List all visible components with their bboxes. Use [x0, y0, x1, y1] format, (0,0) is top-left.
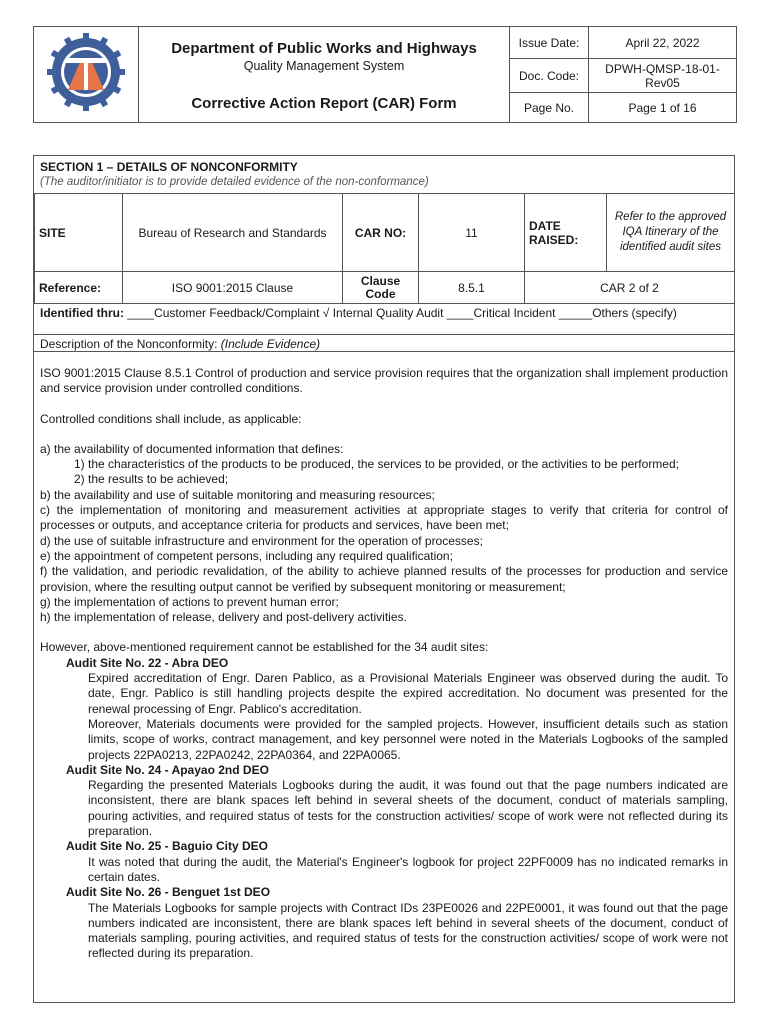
car-no-label: CAR NO:: [343, 194, 419, 272]
site-value: Bureau of Research and Standards: [123, 194, 343, 272]
nonconformity-info-table: [34, 193, 735, 304]
condition-e: e) the appointment of competent persons, including any required qualification;: [40, 548, 453, 563]
car-no-value: 11: [419, 194, 525, 272]
page-no-value: Page 1 of 16: [589, 93, 737, 123]
condition-c: c) the implementation of monitoring and measurement activities at appropriate stages to verify that criteria for control of processes or outputs, and acceptance criteria for products and services, have been met;: [40, 503, 728, 533]
description-hint: (Include Evidence): [220, 337, 321, 351]
dpwh-logo-icon: [46, 32, 126, 112]
clause-code-value: 8.5.1: [419, 272, 525, 304]
condition-d: d) the use of suitable infrastructure and environment for the operation of processes;: [40, 533, 483, 548]
condition-a2: 2) the results to be achieved;: [74, 472, 229, 487]
audit-site-22-finding-2: Moreover, Materials documents were provided for the sampled projects. However, insufficient details such as station limits, scope of works, contract management, and key personnel were noted in the Materials Logbooks of the sampled projects 22PA0213, 22PA0242, 22PA0364, and 22PA0065.: [88, 716, 728, 762]
issue-date-label: Issue Date:: [510, 27, 589, 59]
audit-site-24-finding: Regarding the presented Materials Logbooks during the audit, it was found out that the page numbers indicated are inconsistent, there are blank spaces left behind in several sheets of the document, conduct of materials sampling, pouring activities, and required status of tests for the construction activities/ scope of work were not reflected during its preparation.: [88, 778, 728, 839]
audit-site-22-title: Audit Site No. 22 - Abra DEO: [66, 655, 229, 670]
audit-site-22-finding-1: Expired accreditation of Engr. Daren Pablico, as a Provisional Materials Engineer was observed during the audit. To date, Engr. Pablico is still handling projects despite the expired accreditation. No document was presented for the renewal processing of Engr. Pablico's accreditation.: [88, 671, 728, 716]
department-name: Department of Public Works and Highways: [171, 39, 477, 57]
description-label: Description of the Nonconformity:: [40, 337, 218, 351]
condition-b: b) the availability and use of suitable monitoring and measuring resources;: [40, 487, 435, 502]
audit-site-26-finding: The Materials Logbooks for sample projects with Contract IDs 23PE0026 and 22PE0001, it was found out that the page numbers indicated are inconsistent, there are blank spaces left behind in several sheets of the document, conduct of materials sampling, pouring activities, and required status of tests for the construction activities/ scope of work were not reflected during its preparation.: [88, 900, 728, 961]
audit-site-25-finding: It was noted that during the audit, the Material's Engineer's logbook for project 22PF0009 has no indicated remarks in certain dates.: [88, 854, 728, 884]
reference-value: ISO 9001:2015 Clause: [123, 272, 343, 304]
condition-f: f) the validation, and periodic revalidation, of the ability to achieve planned results of the processes for production and service provision, where the resulting output cannot be verified by subsequent monitoring or measurement;: [40, 564, 728, 594]
identified-thru-options: ____Customer Feedback/Complaint √ Internal Quality Audit ____Critical Incident _____Others (specify): [127, 306, 677, 320]
condition-h: h) the implementation of release, delivery and post-delivery activities.: [40, 610, 407, 625]
audit-site-24-title: Audit Site No. 24 - Apayao 2nd DEO: [66, 762, 269, 777]
section-subtitle: (The auditor/initiator is to provide detailed evidence of the non-conformance): [40, 176, 429, 188]
car-count: CAR 2 of 2: [525, 272, 735, 304]
reference-label: Reference:: [35, 272, 123, 304]
section-title: SECTION 1 – DETAILS OF NONCONFORMITY: [40, 160, 298, 174]
identified-thru: [40, 306, 730, 320]
clause-code-label: Clause Code: [343, 272, 419, 304]
condition-g: g) the implementation of actions to prevent human error;: [40, 594, 339, 609]
controlled-conditions: Controlled conditions shall include, as applicable:: [40, 411, 302, 426]
audit-site-26-title: Audit Site No. 26 - Benguet 1st DEO: [66, 885, 271, 900]
form-title: Corrective Action Report (CAR) Form: [191, 94, 457, 112]
date-raised-value: Refer to the approved IQA Itinerary of the identified audit sites: [607, 194, 735, 272]
dpwh-logo-cell: [34, 27, 139, 123]
date-raised-label: DATE RAISED:: [525, 194, 607, 272]
description-header: [34, 334, 734, 352]
intro-paragraph: ISO 9001:2015 Clause 8.5.1 Control of production and service provision requires that the organization shall implement production and service provision under controlled conditions.: [40, 366, 728, 396]
document-header: [33, 26, 737, 123]
system-name: Quality Management System: [243, 58, 405, 73]
header-title-cell: [139, 27, 510, 123]
condition-a: a) the availability of documented information that defines:: [40, 441, 344, 456]
identified-thru-label: Identified thru:: [40, 306, 124, 320]
however-paragraph: However, above-mentioned requirement cannot be established for the 34 audit sites:: [40, 640, 489, 655]
audit-site-25-title: Audit Site No. 25 - Baguio City DEO: [66, 839, 269, 854]
issue-date-value: April 22, 2022: [589, 27, 737, 59]
page-no-label: Page No.: [510, 93, 589, 123]
site-label: SITE: [35, 194, 123, 272]
doc-code-value: DPWH-QMSP-18-01-Rev05: [589, 59, 737, 93]
condition-a1: 1) the characteristics of the products to be produced, the services to be provided, or the activities to be performed;: [74, 457, 679, 472]
section-1-box: [33, 155, 735, 1003]
doc-code-label: Doc. Code:: [510, 59, 589, 93]
nonconformity-description: [40, 366, 728, 962]
